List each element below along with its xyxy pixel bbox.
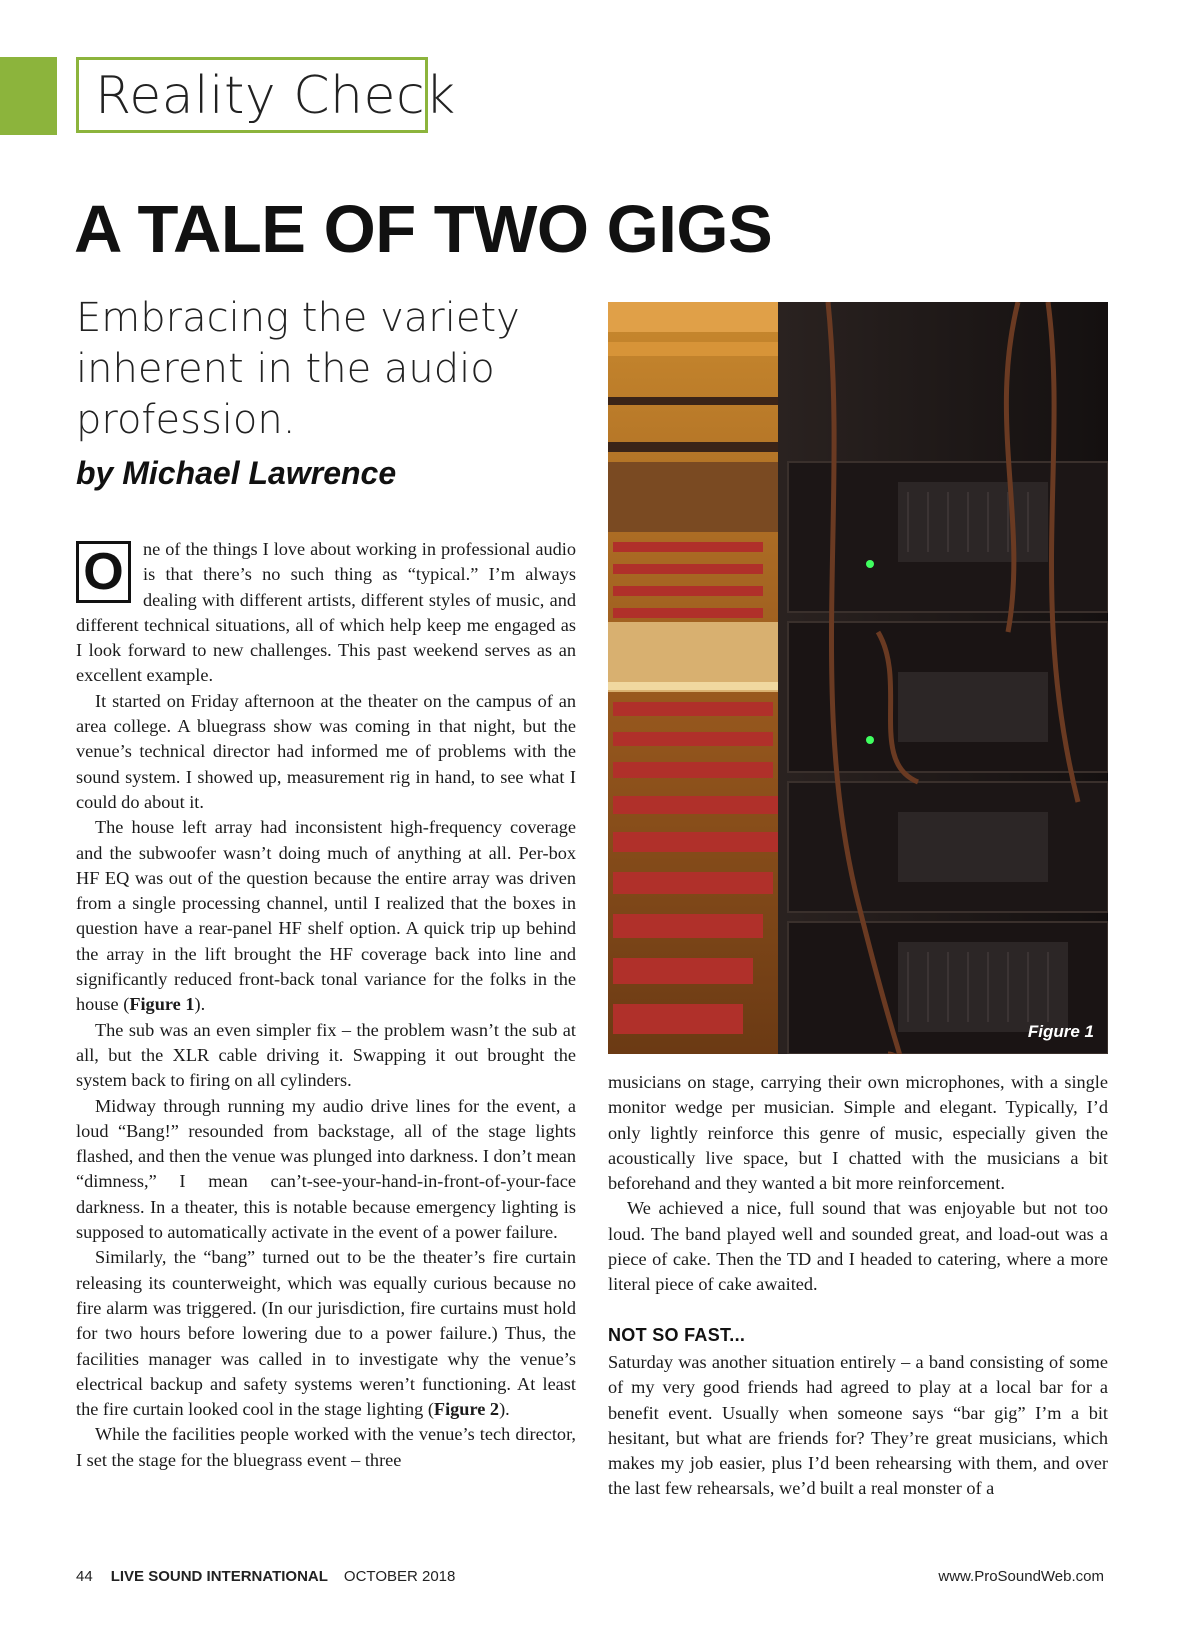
paragraph	[76, 1245, 576, 1422]
website-link[interactable]: www.ProSoundWeb.com	[938, 1568, 1104, 1585]
article-subtitle: Embracing the variety inherent in the audio profession.	[76, 295, 520, 443]
page-number: 44	[76, 1568, 93, 1585]
paragraph-text: ).	[499, 1399, 510, 1420]
figure-reference: Figure 1	[129, 994, 195, 1015]
article-byline: by Michael Lawrence	[76, 455, 397, 491]
article-column-right	[608, 1070, 1108, 1502]
article-title: A TALE OF TWO GIGS	[74, 192, 773, 267]
paragraph	[76, 815, 576, 1017]
section-color-tab	[0, 57, 57, 135]
paragraph-text: ).	[194, 994, 206, 1015]
paragraph: While the facilities people worked with the venue’s tech director, I set the stage for the bluegrass event – three	[76, 1424, 576, 1470]
paragraph: Midway through running my audio drive lines for the event, a loud “Bang!” resounded from backstage, all of the stage lights flashed, and then the venue was plunged into darkness. I don’t mean “dimness,” I mean can’t-see-your-hand-in-front-of-your-face darkness. In a theater, this is notable because emergency lighting is supposed to automatically activate in the event of a power failure.	[76, 1095, 576, 1243]
paragraph-text: ne of the things I love about working in professional audio is that there’s no such thing as “typical.” I’m always dealing with different artists, different styles of music, and different technical situations, all of which help keep me engaged as I look forward to new challenges. This past weekend serves as an excellent example.	[76, 539, 576, 686]
drop-cap: O	[76, 541, 131, 603]
paragraph: We achieved a nice, full sound that was enjoyable but not too loud. The band played well and sounded great, and load-out was a piece of cake. Then the TD and I headed to catering, where a more literal piece of cake awaited.	[608, 1198, 1108, 1295]
paragraph: Saturday was another situation entirely – a band consisting of some of my very good friends had agreed to play at a local bar for a benefit event. Usually when someone says “bar gig” I’m a bit hesitant, but what are friends for? They’re great musicians, which makes my job easier, plus I’d been rehearsing with them, and over the last few rehearsals, we’d built a real monster of a	[608, 1351, 1108, 1499]
paragraph: It started on Friday afternoon at the theater on the campus of an area college. A bluegrass show was coming in that night, but the venue’s technical director had informed me of problems with the sound system. I showed up, measurement rig in hand, to see what I could do about it.	[76, 690, 576, 812]
paragraph-text: Similarly, the “bang” turned out to be the theater’s fire curtain releasing its counterweight, which was equally curious because no fire alarm was triggered. (In our jurisdiction, fire curtains must hold for two hours before lowering due to a power failure.) Thus, the facilities manager was called in to investigate why the venue’s electrical backup and safety systems weren’t functioning. At least the fire curtain looked cool in the stage lighting (	[76, 1247, 576, 1420]
line-array-photo-illustration	[608, 302, 1108, 1054]
page-footer-left	[76, 1568, 455, 1585]
subsection-heading: NOT SO FAST...	[608, 1324, 746, 1345]
paragraph: musicians on stage, carrying their own microphones, with a single monitor wedge per musician. Simple and elegant. Typically, I’d only lightly reinforce this genre of music, especially given the acoustically live space, but I chatted with the musicians a bit beforehand and they wanted a bit more reinforcement.	[608, 1072, 1108, 1194]
magazine-name: LIVE SOUND INTERNATIONAL	[110, 1568, 328, 1585]
article-column-left	[76, 537, 576, 1473]
figure-1-photo	[608, 302, 1108, 1054]
section-label: Reality Check	[95, 66, 456, 126]
paragraph	[76, 537, 576, 689]
figure-caption: Figure 1	[1027, 1022, 1094, 1041]
paragraph-text: The house left array had inconsistent high-frequency coverage and the subwoofer wasn’t doing much of anything at all. Per-box HF EQ was out of the question because the entire array was driven from a single processing channel, until I realized that the boxes in question have a rear-panel HF shelf option. A quick trip up behind the array in the lift brought the HF coverage back into line and significantly reduced front-back tonal variance for the folks in the house (	[76, 817, 576, 1015]
figure-reference: Figure 2	[433, 1399, 500, 1420]
issue-date: OCTOBER 2018	[343, 1568, 456, 1585]
paragraph: The sub was an even simpler fix – the problem wasn’t the sub at all, but the XLR cable driving it. Swapping it out brought the system back to firing on all cylinders.	[76, 1019, 576, 1091]
section-label-box	[76, 57, 456, 133]
